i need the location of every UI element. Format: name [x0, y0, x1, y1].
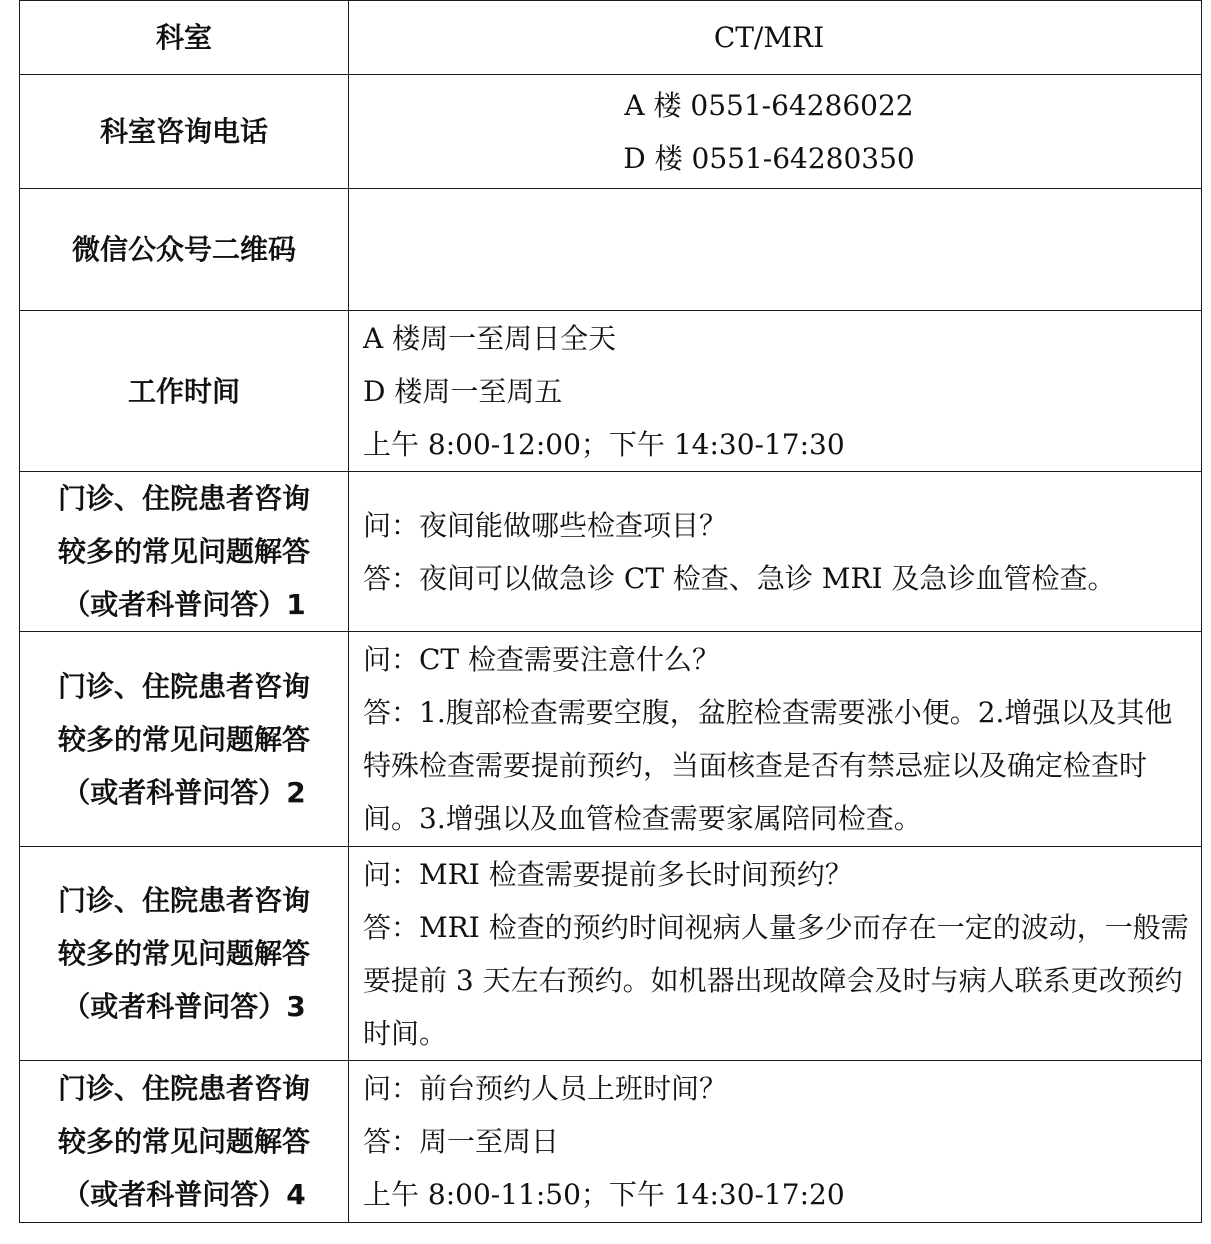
- label-line: （或者科普问答）4: [62, 1178, 306, 1211]
- label-line: （或者科普问答）3: [62, 990, 306, 1023]
- label-line: 较多的常见问题解答: [57, 722, 310, 756]
- phone-a-building: A 楼 0551-64286022: [624, 88, 914, 122]
- phone-label: [20, 75, 349, 189]
- row-faq-2: [20, 632, 1202, 847]
- row-department: [20, 1, 1202, 75]
- faq-answer: 答：MRI 检查的预约时间视病人量多少而存在一定的波动，一般需要提前 3 天左右预约。如机器出现故障会及时与病人联系更改预约时间。: [363, 910, 1189, 1050]
- row-faq-3: [20, 847, 1202, 1061]
- faq-question: 问：夜间能做哪些检查项目？: [363, 508, 728, 542]
- info-table: [19, 0, 1202, 1223]
- faq-question: 问：CT 检查需要注意什么？: [363, 643, 721, 676]
- label-line: 较多的常见问题解答: [57, 1125, 310, 1158]
- faq-2-value: [349, 632, 1202, 847]
- faq-answer-time: 上午 8:00-11:50；下午 14:30-17:20: [363, 1178, 845, 1211]
- faq-1-label: [20, 472, 349, 632]
- hours-d-building: D 楼周一至周五: [363, 374, 563, 408]
- faq-3-label: [20, 847, 349, 1061]
- qrcode-label: [20, 189, 349, 311]
- faq-answer: 答：夜间可以做急诊 CT 检查、急诊 MRI 及急诊血管检查。: [363, 561, 1116, 595]
- label-line: 门诊、住院患者咨询: [57, 669, 310, 703]
- phone-d-building: D 楼 0551-64280350: [623, 141, 915, 175]
- department-label: [20, 1, 349, 75]
- qrcode-value: [349, 189, 1202, 311]
- row-work-hours: [20, 311, 1202, 472]
- row-qrcode: [20, 189, 1202, 311]
- faq-question: 问：前台预约人员上班时间？: [363, 1072, 728, 1105]
- department-value: [349, 1, 1202, 75]
- hours-time: 上午 8:00-12:00；下午 14:30-17:30: [363, 427, 845, 461]
- label-line: （或者科普问答）1: [62, 588, 306, 621]
- work-hours-label: [20, 311, 349, 472]
- row-faq-4: [20, 1061, 1202, 1223]
- faq-3-value: [349, 847, 1202, 1061]
- faq-2-label: [20, 632, 349, 847]
- label-line: 科室: [155, 21, 212, 54]
- label-line: 门诊、住院患者咨询: [57, 884, 310, 917]
- faq-4-value: [349, 1061, 1202, 1223]
- work-hours-value: [349, 311, 1202, 472]
- faq-4-label: [20, 1061, 349, 1223]
- label-line: 较多的常见问题解答: [57, 937, 310, 970]
- label-line: 微信公众号二维码: [71, 233, 296, 266]
- faq-1-value: [349, 472, 1202, 632]
- label-line: 门诊、住院患者咨询: [57, 482, 310, 515]
- hours-a-building: A 楼周一至周日全天: [363, 321, 617, 355]
- faq-answer: 答：1.腹部检查需要空腹，盆腔检查需要涨小便。2.增强以及其他特殊检查需要提前预约，当面核查是否有禁忌症以及确定检查时间。3.增强以及血管检查需要家属陪同检查。: [363, 696, 1173, 835]
- label-line: （或者科普问答）2: [62, 775, 306, 809]
- label-line: 科室咨询电话: [99, 115, 268, 148]
- faq-answer: 答：周一至周日: [363, 1125, 560, 1158]
- label-line: 门诊、住院患者咨询: [57, 1072, 310, 1105]
- faq-question: 问：MRI 检查需要提前多长时间预约？: [363, 857, 853, 891]
- label-line: 工作时间: [127, 374, 240, 408]
- phone-value: [349, 75, 1202, 189]
- row-phone: [20, 75, 1202, 189]
- value-line: CT/MRI: [713, 21, 825, 54]
- row-faq-1: [20, 472, 1202, 632]
- label-line: 较多的常见问题解答: [57, 535, 310, 568]
